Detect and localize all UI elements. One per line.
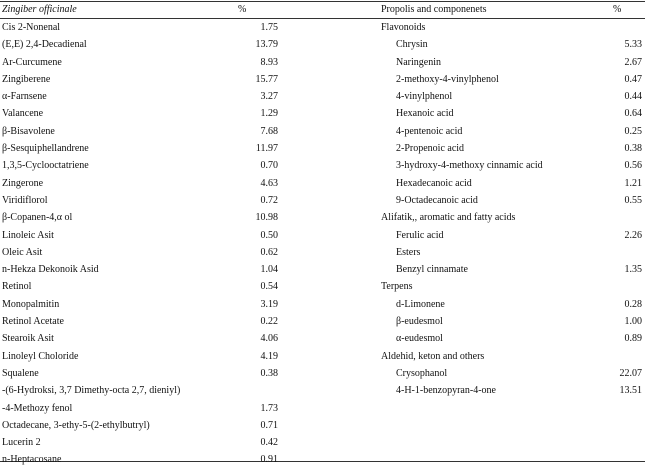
left-percentage-value: 4.06 (260, 333, 278, 345)
left-table-row (0, 54, 278, 71)
right-table-row (381, 278, 642, 295)
left-table-row (0, 278, 278, 295)
left-percentage-value: 0.91 (260, 454, 278, 466)
left-table-row (0, 296, 278, 313)
left-table-row (0, 382, 278, 399)
left-percentage-value: 0.70 (260, 160, 278, 172)
right-table-row (381, 330, 642, 347)
left-compound-name: Zingiberene (2, 73, 51, 85)
left-table-row (0, 209, 278, 226)
left-compound-name: (E,E) 2,4-Decadienal (2, 39, 87, 51)
right-header-pct: % (613, 4, 622, 15)
right-table-row (381, 382, 642, 399)
right-compound-name: d-Limonene (396, 298, 445, 310)
left-table-row (0, 105, 278, 122)
left-table-row (0, 71, 278, 88)
left-percentage-value: 1.04 (260, 264, 278, 276)
right-table-row (381, 157, 642, 174)
left-percentage-value: 15.77 (255, 73, 278, 85)
right-percentage-value: 1.00 (624, 316, 642, 328)
left-percentage-value: 4.63 (260, 177, 278, 189)
left-table-row (0, 417, 278, 434)
right-header-name: Propolis and componenets (381, 4, 487, 15)
right-percentage-value: 0.56 (624, 160, 642, 172)
right-percentage-value: 13.51 (619, 385, 642, 397)
left-percentage-value: 0.50 (260, 229, 278, 241)
right-percentage-value: 0.89 (624, 333, 642, 345)
right-compound-name: Chrysin (396, 39, 428, 51)
right-compound-name: Flavonoids (381, 22, 426, 33)
left-percentage-value: 0.42 (260, 437, 278, 449)
right-percentage-value: 1.35 (624, 264, 642, 276)
left-table-row (0, 400, 278, 417)
right-compound-name: 2-Propenoic acid (396, 143, 465, 155)
left-table-row (0, 451, 278, 468)
right-compound-name: Ferulic acid (396, 229, 444, 241)
left-compound-name: Retinol (2, 281, 32, 293)
right-compound-name: Esters (396, 246, 421, 258)
left-compound-name: Lucerin 2 (2, 437, 41, 449)
left-body (0, 19, 278, 469)
right-percentage-value: 5.33 (624, 39, 642, 51)
right-compound-name: β-eudesmol (396, 316, 443, 328)
left-percentage-value: 0.62 (260, 246, 278, 258)
right-percentage-value: 0.44 (624, 91, 642, 103)
left-percentage-value: 3.27 (260, 91, 278, 103)
left-percentage-value: 4.19 (260, 350, 278, 362)
right-percentage-value: 2.67 (624, 56, 642, 68)
right-compound-name: Alifatik,, aromatic and fatty acids (381, 212, 516, 224)
left-compound-name: Oleic Asit (2, 246, 43, 258)
left-percentage-value: 10.98 (255, 212, 278, 224)
right-compound-name: 4-H-1-benzopyran-4-one (396, 385, 496, 397)
left-table-row (0, 261, 278, 278)
right-table-row (381, 105, 642, 122)
left-table-row (0, 192, 278, 209)
left-compound-name: Ar-Curcumene (2, 56, 62, 68)
left-compound-name: Linoleyl Choloride (2, 350, 79, 362)
right-compound-name: 2-methoxy-4-vinylphenol (396, 73, 499, 85)
left-compound-name: β-Copanen-4,α ol (2, 212, 73, 224)
left-table-row (0, 19, 278, 36)
left-table-row (0, 434, 278, 451)
left-compound-name: Valancene (2, 108, 44, 120)
left-table-row (0, 157, 278, 174)
right-compound-name: 3-hydroxy-4-methoxy cinnamic acid (396, 160, 543, 172)
right-table-row (381, 244, 642, 261)
right-compound-name: α-eudesmol (396, 333, 443, 345)
left-table-row (0, 244, 278, 261)
left-table-row (0, 227, 278, 244)
left-compound-name: Viridiflorol (2, 194, 48, 206)
left-compound-name: n-Heptacosane (2, 454, 62, 466)
right-table-row (381, 36, 642, 53)
right-compound-name: Naringenin (396, 56, 441, 68)
left-table-row (0, 88, 278, 105)
right-compound-name: 4-vinylphenol (396, 91, 453, 103)
right-table-row (381, 88, 642, 105)
right-table-row (381, 123, 642, 140)
left-compound-name: Stearoik Asit (2, 333, 54, 345)
left-compound-name: β-Sesquiphellandrene (2, 143, 89, 155)
left-compound-name: Octadecane, 3-ethy-5-(2-ethylbutryl) (2, 419, 150, 431)
left-percentage-value: 11.97 (255, 143, 278, 155)
left-percentage-value: 7.68 (260, 125, 278, 137)
right-column (381, 2, 642, 400)
right-table-row (381, 192, 642, 209)
right-table-row (381, 209, 642, 226)
left-percentage-value: 1.75 (260, 22, 278, 33)
left-percentage-value: 0.54 (260, 281, 278, 293)
left-percentage-value: 8.93 (260, 56, 278, 68)
left-table-row (0, 123, 278, 140)
right-compound-name: Crysophanol (396, 367, 448, 379)
left-compound-name: α-Farnsene (2, 91, 47, 103)
right-table-row (381, 140, 642, 157)
left-compound-name: Zingerone (2, 177, 44, 189)
left-percentage-value: 1.73 (260, 402, 278, 414)
left-table-row (0, 330, 278, 347)
right-table-row (381, 19, 642, 36)
right-percentage-value: 0.28 (624, 298, 642, 310)
right-compound-name: Hexanoic acid (396, 108, 454, 120)
right-body (381, 19, 642, 400)
left-percentage-value: 0.71 (260, 419, 278, 431)
right-compound-name: 9-Octadecanoic acid (396, 194, 478, 206)
right-table-row (381, 348, 642, 365)
left-percentage-value: 1.29 (260, 108, 278, 120)
right-percentage-value: 1.21 (624, 177, 642, 189)
left-compound-name: β-Bisavolene (2, 125, 55, 137)
right-table-row (381, 365, 642, 382)
left-compound-name: Cis 2-Nonenal (2, 22, 61, 33)
left-header-name: Zingiber officinale (2, 4, 77, 15)
right-table-row (381, 261, 642, 278)
left-table-row (0, 36, 278, 53)
left-percentage-value: 0.72 (260, 194, 278, 206)
left-compound-name: 1,3,5-Cyclooctatriene (2, 160, 89, 172)
right-compound-name: Aldehid, keton and others (381, 350, 485, 362)
left-header-pct: % (238, 4, 247, 15)
right-table-row (381, 296, 642, 313)
left-compound-name: n-Hekza Dekonoik Asid (2, 264, 99, 276)
left-compound-name: -(6-Hydroksi, 3,7 Dimethy-octa 2,7, dieniyl) (2, 385, 181, 397)
left-column (0, 2, 278, 469)
left-compound-name: Monopalmitin (2, 298, 60, 310)
left-percentage-value: 3.19 (260, 298, 278, 310)
left-table-row (0, 313, 278, 330)
left-compound-name: -4-Methozy fenol (2, 402, 73, 414)
right-table-row (381, 71, 642, 88)
right-percentage-value: 0.55 (624, 194, 642, 206)
left-table-row (0, 140, 278, 157)
left-table-row (0, 348, 278, 365)
left-table-row (0, 175, 278, 192)
right-percentage-value: 22.07 (619, 367, 642, 379)
left-compound-name: Squalene (2, 367, 39, 379)
left-percentage-value: 0.38 (260, 367, 278, 379)
left-compound-name: Linoleic Asit (2, 229, 54, 241)
right-percentage-value: 0.64 (624, 108, 642, 120)
right-percentage-value: 0.47 (624, 73, 642, 85)
right-table-row (381, 54, 642, 71)
right-percentage-value: 0.38 (624, 143, 642, 155)
left-table-row (0, 365, 278, 382)
left-percentage-value: 13.79 (255, 39, 278, 51)
right-compound-name: Benzyl cinnamate (396, 264, 468, 276)
left-compound-name: Retinol Acetate (2, 316, 64, 328)
right-compound-name: 4-pentenoic acid (396, 125, 463, 137)
right-table-row (381, 175, 642, 192)
left-header-row (0, 2, 278, 19)
right-header-row (381, 2, 642, 19)
right-compound-name: Terpens (381, 281, 413, 293)
right-percentage-value: 2.26 (624, 229, 642, 241)
right-table-row (381, 227, 642, 244)
left-percentage-value: 0.22 (260, 316, 278, 328)
right-compound-name: Hexadecanoic acid (396, 177, 472, 189)
right-percentage-value: 0.25 (624, 125, 642, 137)
right-table-row (381, 313, 642, 330)
